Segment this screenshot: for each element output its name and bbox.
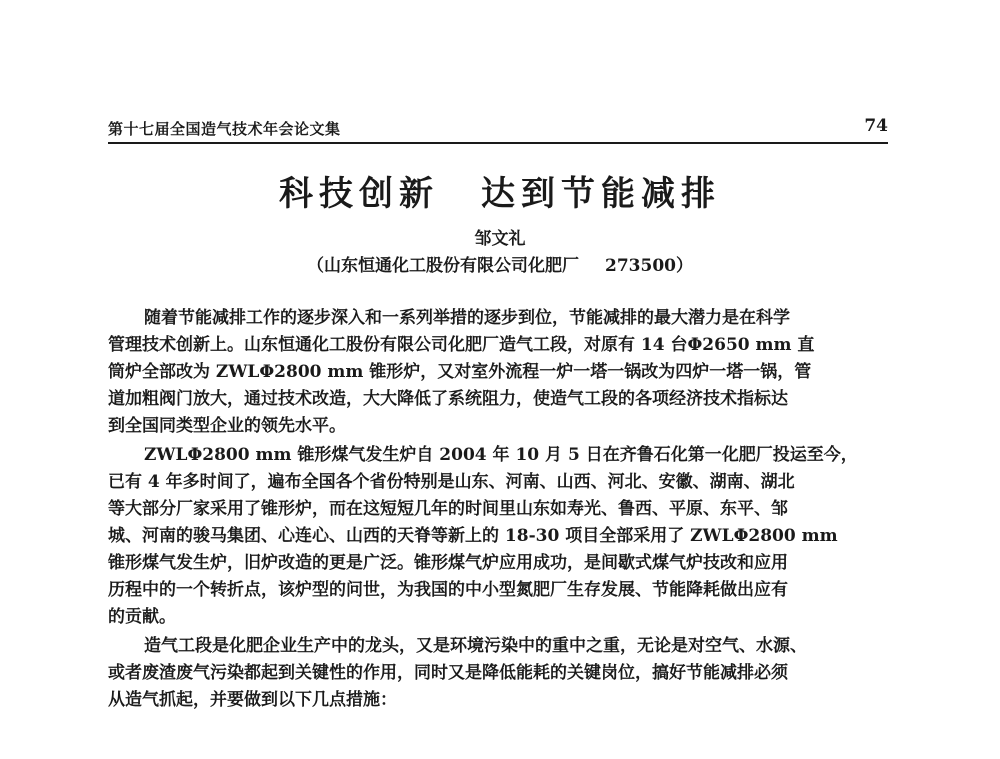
text-line: 等大部分厂家采用了锥形炉，而在这短短几年的时间里山东如寿光、鲁西、平原、东平、邹	[108, 499, 788, 519]
article-body	[108, 305, 890, 716]
article-title	[0, 166, 1000, 215]
header-rule	[108, 142, 888, 144]
running-header	[108, 116, 888, 140]
text-line: 从造气抓起，并要做到以下几点措施：	[108, 690, 397, 710]
text-line: 或者废渣废气污染都起到关键性的作用，同时又是降低能耗的关键岗位，搞好节能减排必须	[108, 663, 788, 683]
text-line: 已有 4 年多时间了，遍布全国各个省份特别是山东、河南、山西、河北、安徽、湖南、湖北	[108, 472, 795, 492]
paragraph-3	[108, 633, 890, 714]
postcode: 273500）	[605, 256, 693, 276]
text-line: 随着节能减排工作的逐步深入和一系列举措的逐步到位，节能减排的最大潜力是在科学	[144, 308, 790, 328]
journal-title: 第十七届全国造气技术年会论文集	[108, 120, 341, 138]
text-line: 城、河南的骏马集团、心连心、山西的天脊等新上的 18-30 项目全部采用了 ZWLΦ2800 mm	[108, 526, 838, 546]
text-line: 道加粗阀门放大，通过技术改造，大大降低了系统阻力，使造气工段的各项经济技术指标达	[108, 389, 788, 409]
affiliation-name: （山东恒通化工股份有限公司化肥厂	[307, 256, 579, 276]
text-line: 锥形煤气发生炉，旧炉改造的更是广泛。锥形煤气炉应用成功，是间歇式煤气炉技改和应用	[108, 553, 788, 573]
text-line: 到全国同类型企业的领先水平。	[108, 416, 346, 436]
text-line: 造气工段是化肥企业生产中的龙头，又是环境污染中的重中之重，无论是对空气、水源、	[144, 636, 807, 656]
article-title-part1: 科技创新	[279, 174, 439, 214]
text-line: 的贡献。	[108, 607, 176, 627]
page-number: 74	[864, 116, 888, 136]
text-line: 筒炉全部改为 ZWLΦ2800 mm 锥形炉，又对室外流程一炉一塔一锅改为四炉一塔一锅，管	[108, 362, 812, 382]
article-title-part2: 达到节能减排	[481, 174, 721, 214]
text-line: 历程中的一个转折点，该炉型的问世，为我国的中小型氮肥厂生存发展、节能降耗做出应有	[108, 580, 788, 600]
paragraph-2	[108, 442, 890, 631]
author: 邹文礼	[474, 229, 526, 249]
text-line: ZWLΦ2800 mm 锥形煤气发生炉自 2004 年 10 月 5 日在齐鲁石化第一化肥厂投运至今，	[144, 445, 858, 465]
text-line: 管理技术创新上。山东恒通化工股份有限公司化肥厂造气工段，对原有 14 台Φ2650 mm 直	[108, 335, 815, 355]
paragraph-1	[108, 305, 890, 440]
affiliation	[0, 251, 1000, 276]
